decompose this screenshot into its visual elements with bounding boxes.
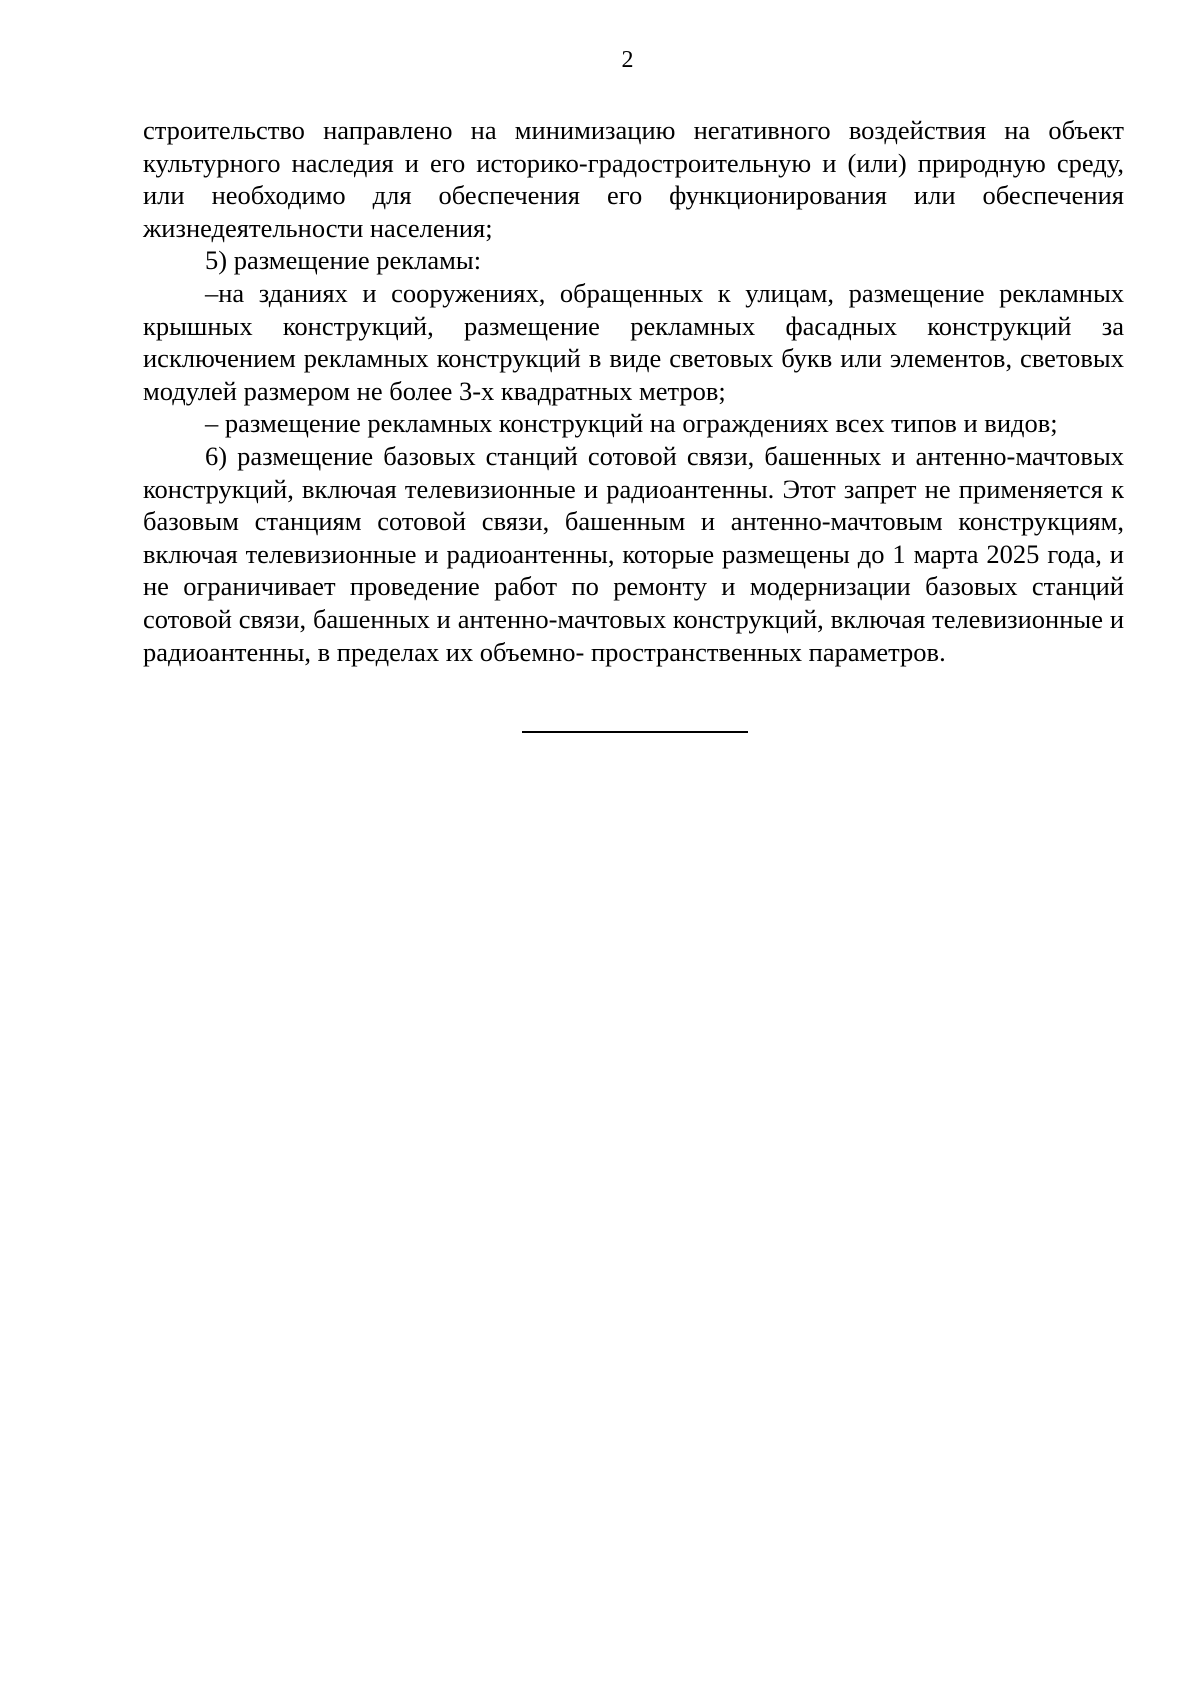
paragraph-advertising-heading: 5) размещение рекламы: xyxy=(205,245,482,276)
paragraph-cellular-stations: 6) размещение базовых станций сотовой связи, башенных и антенно-мачтовых конструкций, включая телевизионные и радиоантенны. Этот запрет не применяется к базовым станциям сотовой связи, башенным и антенно-мачтовым конструкциям, включая телевизионные и радиоантенны, которые размещены до 1 марта 2025 года, и не ограничивает проведение работ по ремонту и модернизации базовых станций сотовой связи, башенных и антенно-мачтовых конструкций, включая телевизионные и радиоантенны, в пределах их объемно- пространственных параметров. xyxy=(143,440,1124,667)
paragraph-advertising-fences: – размещение рекламных конструкций на ограждениях всех типов и видов; xyxy=(205,408,1058,439)
paragraph-construction-continuation: строительство направлено на минимизацию негативного воздействия на объект культурного наследия и его историко-градостроительную и (или) природную среду, или необходимо для обеспечения его функционирования или обеспечения жизнедеятельности населения; xyxy=(143,115,1124,243)
page-number: 2 xyxy=(621,47,634,73)
end-of-text-rule xyxy=(522,731,748,733)
document-body xyxy=(143,114,1124,668)
paragraph-advertising-buildings: –на зданиях и сооружениях, обращенных к улицам, размещение рекламных крышных конструкций, размещение рекламных фасадных конструкций за исключением рекламных конструкций в виде световых букв или элементов, световых модулей размером не более 3-х квадратных метров; xyxy=(143,277,1124,406)
